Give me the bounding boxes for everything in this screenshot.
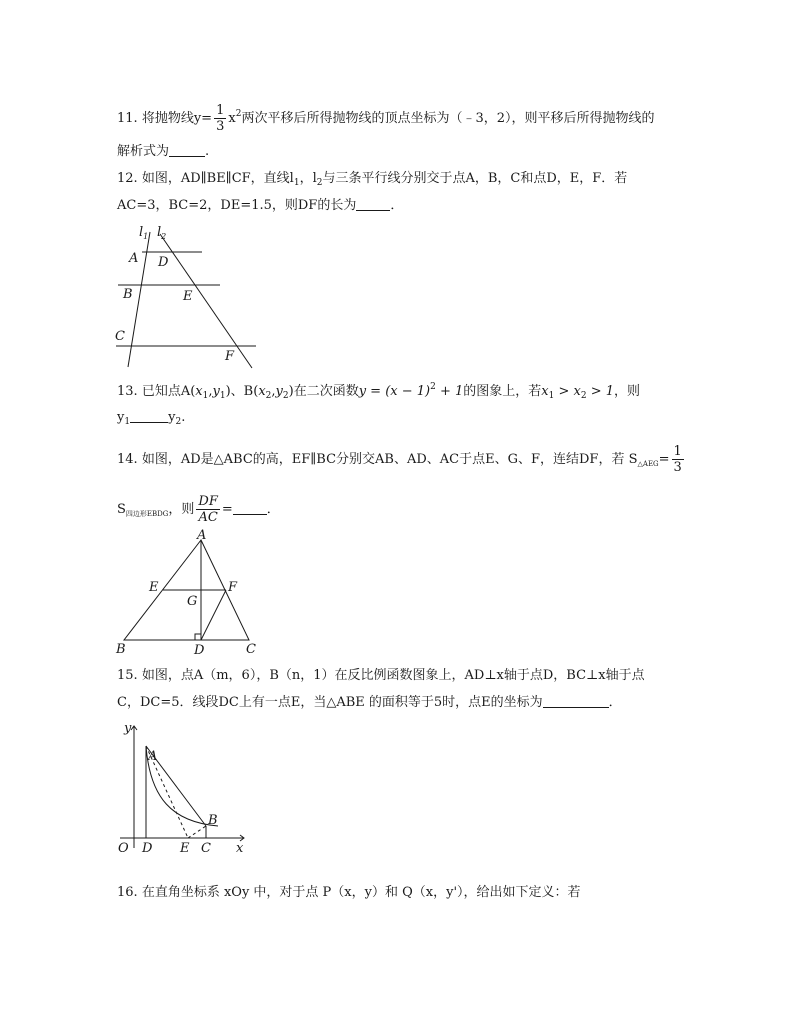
q13-text-6: . xyxy=(181,410,186,425)
q13-text-4: 的图象上，若 xyxy=(463,384,542,399)
q13-comma-1: , xyxy=(208,384,213,399)
q12-text-1: 如图，AD∥BE∥CF，直线l xyxy=(141,171,294,186)
q14-label-E: E xyxy=(149,580,159,595)
q13-text-3: )在二次函数 xyxy=(288,384,359,399)
q12-label-l1: $l_1$ xyxy=(139,225,149,241)
q13-answer-y2-sub: 2 xyxy=(175,417,182,427)
q14-fraction xyxy=(672,444,684,475)
q15-text-1: 如图，点A（m，6），B（n，1）在反比例函数图象上，AD⊥x轴于点D，BC⊥x轴于点 xyxy=(141,668,645,683)
q16-text-1: 在直角坐标系 xOy 中，对于点 P（x，y）和 Q（x，y'），给出如下定义：若 xyxy=(141,885,581,900)
q12-sub-1: 1 xyxy=(293,178,300,188)
q13-x1-sub: 1 xyxy=(202,391,209,401)
q12-label-F: F xyxy=(225,349,235,364)
q12-text-3: 与三条平行线分别交于点A，B，C和点D，E，F．若 xyxy=(322,171,628,186)
q14-answer-blank[interactable] xyxy=(233,502,267,515)
q13-function: y = (x − 1) xyxy=(358,384,431,399)
q11-text-2: x xyxy=(228,111,236,126)
q15-label-O: O xyxy=(118,841,129,856)
q13-cond-x1: x xyxy=(541,384,549,399)
q11-exp: 2 xyxy=(235,109,242,119)
q15-label-x: x xyxy=(236,841,244,856)
q13-cond-x1-sub: 1 xyxy=(548,391,555,401)
q16-number: 16. xyxy=(117,885,138,900)
q15-text-3: ． xyxy=(608,695,622,710)
q13-comma-2: , xyxy=(271,384,276,399)
q13-answer-blank[interactable] xyxy=(130,410,168,423)
q13-y1: y xyxy=(212,384,220,399)
q13-function-exp: 2 xyxy=(430,382,436,392)
q12-label-l2: $l_2$ xyxy=(157,225,167,241)
q15-number: 15. xyxy=(117,668,138,683)
q15-label-B: B xyxy=(208,813,218,828)
question-12-line-1 xyxy=(117,170,627,192)
q14-ratio xyxy=(196,494,219,525)
q15-figure xyxy=(112,718,252,860)
q12-label-D: D xyxy=(158,255,169,270)
question-13-line-1 xyxy=(117,378,640,405)
q12-line-l2 xyxy=(160,234,252,368)
q11-answer-blank[interactable] xyxy=(169,144,205,157)
q13-number: 13. xyxy=(117,384,138,399)
q14-text-5: = xyxy=(221,502,233,517)
q13-answer-y1: y xyxy=(117,410,125,425)
q13-cond-tail: > 1 xyxy=(586,384,615,399)
q13-function-tail: + 1 xyxy=(435,384,464,399)
question-15-line-2 xyxy=(117,694,622,712)
q14-text-3: S xyxy=(117,502,126,517)
q13-answer-y2: y xyxy=(168,410,176,425)
q11-text-3: 两次平移后所得抛物线的顶点坐标为（﹣3，2），则平移后所得抛物线的 xyxy=(241,111,655,126)
q15-label-C: C xyxy=(201,841,211,856)
question-12-line-2 xyxy=(117,197,403,215)
q13-text-5: ，则 xyxy=(614,384,641,399)
q12-label-E: E xyxy=(183,289,193,304)
q12-sub-2: 2 xyxy=(316,178,323,188)
q13-x2-sub: 2 xyxy=(265,391,272,401)
q15-text-2: C，DC=5．线段DC上有一点E，当△ABE 的面积等于5时，点E的坐标为 xyxy=(117,695,543,710)
q14-label-G: G xyxy=(187,594,198,609)
q11-text-1: 将抛物线y= xyxy=(141,111,213,126)
q14-label-B: B xyxy=(116,642,126,656)
q15-label-E: E xyxy=(180,841,190,856)
q12-number: 12. xyxy=(117,171,138,186)
q13-y2: y xyxy=(275,384,283,399)
q14-ratio-den: AC xyxy=(198,510,218,525)
q12-label-B: B xyxy=(123,287,133,302)
q15-answer-blank[interactable] xyxy=(543,695,609,708)
q14-frac-num: 1 xyxy=(673,444,682,459)
q15-label-y: y xyxy=(124,721,132,736)
q14-label-D: D xyxy=(194,643,205,656)
q13-text-2: )、B( xyxy=(225,384,259,399)
q15-label-D: D xyxy=(142,841,153,856)
question-11-line-2 xyxy=(117,143,209,161)
q14-figure xyxy=(112,528,264,656)
q14-text-1: 如图，AD是△ABC的高，EF∥BC分别交AB、AD、AC于点E、G、F，连结DF，若 S xyxy=(141,452,638,467)
q12-label-A: A xyxy=(129,251,139,266)
q11-text-5: . xyxy=(205,144,210,159)
question-15-line-1 xyxy=(117,667,645,685)
q11-fraction xyxy=(214,103,226,134)
q12-text-4: AC=3，BC=2，DE=1.5，则DF的长为 xyxy=(117,198,357,213)
q13-cond-x2-sub: 2 xyxy=(580,391,587,401)
q13-text-1: 已知点A( xyxy=(141,384,196,399)
question-11-line-1 xyxy=(117,103,654,134)
q11-number: 11. xyxy=(117,111,138,126)
q12-answer-blank[interactable] xyxy=(356,198,390,211)
q14-number: 14. xyxy=(117,452,138,467)
q13-cond-x2: > x xyxy=(554,384,581,399)
q14-text-2: = xyxy=(658,452,670,467)
q11-frac-den: 3 xyxy=(216,119,225,134)
q12-figure xyxy=(112,222,264,370)
q12-label-C: C xyxy=(115,329,125,344)
q14-frac-den: 3 xyxy=(673,460,682,475)
q14-text-6: ． xyxy=(266,502,280,517)
q12-text-2: ，l xyxy=(299,171,317,186)
q15-line-EB xyxy=(188,826,206,838)
q13-y1-sub: 1 xyxy=(219,391,226,401)
question-16-line-1 xyxy=(117,884,581,902)
q14-label-F: F xyxy=(228,580,238,595)
question-13-line-2 xyxy=(117,409,185,431)
q15-label-A: A xyxy=(148,749,158,764)
q14-line-DF xyxy=(201,590,226,640)
q14-label-A: A xyxy=(197,528,207,543)
q13-x1: x xyxy=(195,384,203,399)
q14-sub-aeg: △AEG xyxy=(637,460,659,468)
q11-frac-num: 1 xyxy=(216,103,225,118)
question-14-line-1 xyxy=(117,444,686,475)
q13-x2: x xyxy=(258,384,266,399)
q14-text-4: ，则 xyxy=(168,502,195,517)
q11-text-4: 解析式为 xyxy=(117,144,170,159)
q13-y2-sub: 2 xyxy=(282,391,289,401)
q14-sub-quad: 四边形EBDG xyxy=(125,510,169,518)
question-14-line-2 xyxy=(117,494,280,525)
q12-text-5: ． xyxy=(390,198,404,213)
q14-label-C: C xyxy=(246,642,256,656)
q14-ratio-num: DF xyxy=(198,494,218,509)
q14-right-angle-mark xyxy=(195,634,201,640)
q13-answer-y1-sub: 1 xyxy=(124,417,131,427)
